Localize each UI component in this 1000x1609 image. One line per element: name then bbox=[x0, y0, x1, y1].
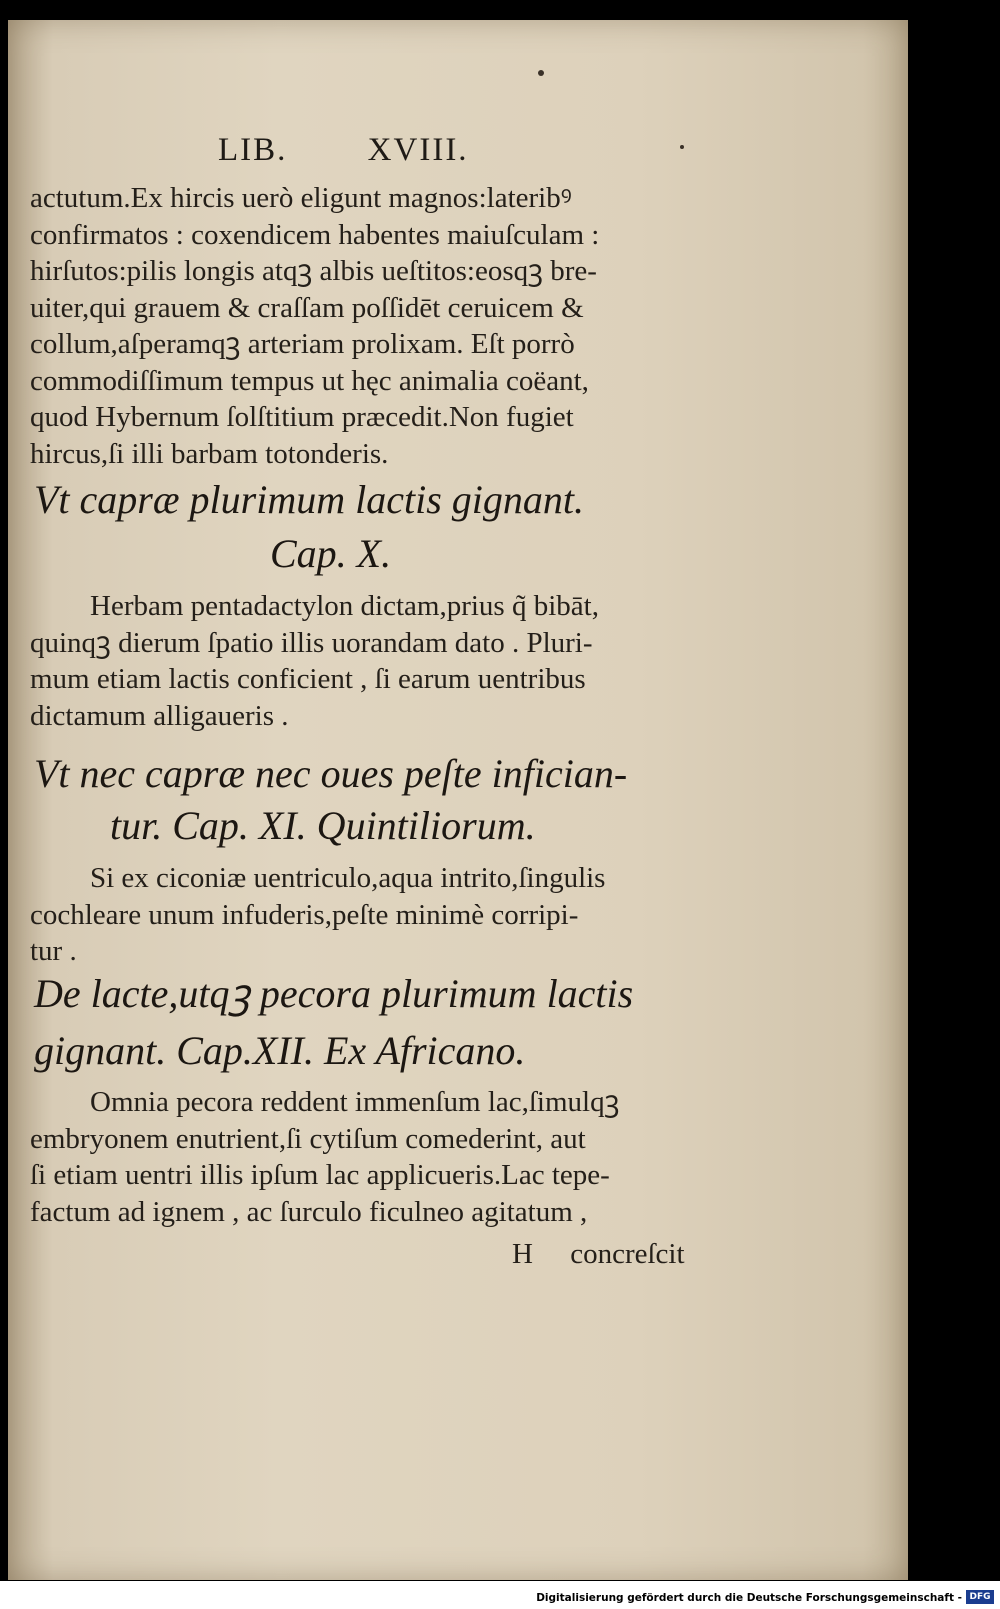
text-line: ſi etiam uentri illis ipſum lac applicueris.Lac tepe- bbox=[30, 1159, 610, 1191]
signature-mark: H bbox=[512, 1238, 533, 1270]
text-line: quod Hybernum ſolſtitium præcedit.Non fugiet bbox=[30, 401, 574, 433]
text-line: hirſutos:pilis longis atqꝫ albis ueſtitos:eosqꝫ bre- bbox=[30, 255, 597, 287]
footer-credit: Digitalisierung gefördert durch die Deutsche Forschungsgemeinschaft - bbox=[536, 1592, 962, 1604]
section1-text bbox=[30, 180, 710, 472]
text-line: quinqꝫ dierum ſpatio illis uorandam dato . Pluri- bbox=[30, 626, 593, 659]
running-header bbox=[218, 132, 469, 169]
chapter-heading-11-line1: Vt nec capræ nec oues peſte infician- bbox=[34, 751, 628, 796]
text-line: uiter,qui grauem & craſſam poſſidēt ceruicem & bbox=[30, 291, 584, 324]
catchword: concreſcit bbox=[570, 1238, 685, 1270]
chapter-heading-10-line1: Vt capræ plurimum lactis gignant. bbox=[34, 477, 584, 522]
text-line: tur . bbox=[30, 935, 77, 967]
chapter-12-text bbox=[30, 1084, 710, 1230]
text-line: Omnia pecora reddent immenſum lac,ſimulqꝫ bbox=[90, 1086, 620, 1118]
catchword-line bbox=[512, 1238, 685, 1271]
header-book-number: XVIII. bbox=[367, 132, 469, 168]
text-line: actutum.Ex hircis uerò eligunt magnos:lateribꝰ bbox=[30, 182, 572, 214]
text-line: cochleare unum infuderis,peſte minimè corripi- bbox=[30, 898, 579, 931]
chapter-heading-11-line2: tur. Cap. XI. Quintiliorum. bbox=[110, 803, 536, 848]
text-line: dictamum alligaueris . bbox=[30, 699, 289, 732]
text-line: Si ex ciconiæ uentriculo,aqua intrito,ſingulis bbox=[90, 862, 606, 894]
text-line: factum ad ignem , ac ſurculo ficulneo agitatum , bbox=[30, 1195, 588, 1228]
text-line: embryonem enutrient,ſi cytiſum comederint, aut bbox=[30, 1122, 586, 1155]
footer-bar bbox=[0, 1581, 1000, 1609]
text-line: mum etiam lactis conficient , ſi earum uentribus bbox=[30, 663, 586, 695]
header-lib: LIB. bbox=[218, 132, 288, 168]
text-line: commodiſſimum tempus ut hęc animalia coëant, bbox=[30, 364, 589, 397]
ink-speck bbox=[680, 145, 684, 149]
chapter-10-text bbox=[30, 588, 710, 734]
text-line: hircus,ſi illi barbam totonderis. bbox=[30, 437, 389, 470]
ink-speck bbox=[538, 70, 544, 76]
dfg-logo-icon: DFG bbox=[966, 1590, 994, 1604]
text-line: Herbam pentadactylon dictam,prius q̃ bibāt, bbox=[90, 590, 599, 622]
chapter-11-text bbox=[30, 860, 710, 970]
chapter-heading-10-line2: Cap. X. bbox=[270, 531, 392, 576]
text-line: confirmatos : coxendicem habentes maiuſculam : bbox=[30, 218, 600, 251]
chapter-heading-12-line2: gignant. Cap.XII. Ex Africano. bbox=[34, 1028, 526, 1073]
text-line: collum,aſperamqꝫ arteriam prolixam. Eſt porrò bbox=[30, 328, 575, 360]
chapter-heading-12-line1: De lacte,utqꝫ pecora plurimum lactis bbox=[34, 971, 634, 1016]
